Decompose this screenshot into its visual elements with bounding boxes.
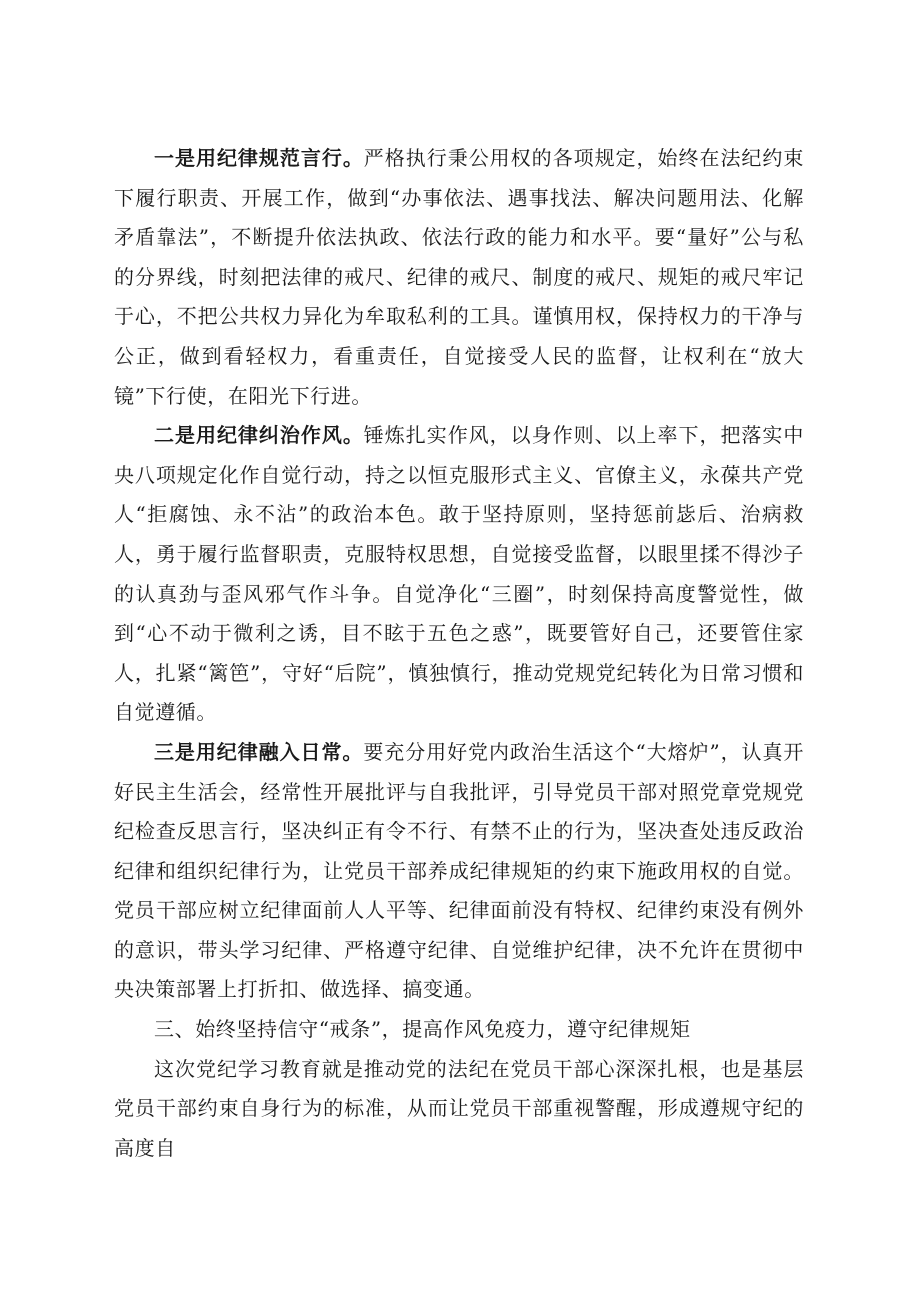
paragraph-text: 锤炼扎实作风，以身作则、以上率下，把落实中央八项规定化作自觉行动，持之以恒克服形式主义、官僚主义，永葆共产党人“拒腐蚀、永不沾”的政治本色。敢于坚持原则，坚持惩前毖后、治病救人，勇于履行监督职责，克服特权思想，自觉接受监督，以眼里揉不得沙子的认真劲与歪风邪气作斗争。自觉净化“三圈”，时刻保持高度警觉性，做到“心不动于微利之诱，目不眩于五色之惑”，既要管好自己，还要管住家人，扎紧“篱笆”，守好“后院”，慎独慎行，推动党规党纪转化为日常习惯和自觉遵循。 xyxy=(114,423,804,725)
paragraph-discipline-style xyxy=(114,416,804,733)
paragraph-text: 严格执行秉公用权的各项规定，始终在法纪约束下履行职责、开展工作，做到“办事依法、遇事找法、解决问题用法、化解矛盾靠法”，不断提升依法执政、依法行政的能力和水平。要“量好”公与私的分界线，时刻把法律的戒尺、纪律的戒尺、制度的戒尺、规矩的戒尺牢记于心，不把公共权力异化为牟取私利的工具。谨慎用权，保持权力的干净与公正，做到看轻权力，看重责任，自觉接受人民的监督，让权利在“放大镜”下行使，在阳光下行进。 xyxy=(114,146,804,408)
closing-paragraph: 这次党纪学习教育就是推动党的法纪在党员干部心深深扎根，也是基层党员干部约束自身行为的标准，从而让党员干部重视警醒，形成遵规守纪的高度自 xyxy=(114,1056,804,1160)
section-heading: 三、始终坚持信守“戒条”，提高作风免疫力，遵守纪律规矩 xyxy=(154,1017,691,1042)
paragraph-lead: 三是用纪律融入日常。 xyxy=(154,739,364,764)
paragraph-discipline-conduct xyxy=(114,139,804,416)
paragraph-discipline-daily xyxy=(114,733,804,1010)
paragraph-lead: 二是用纪律纠治作风。 xyxy=(154,423,364,448)
document-body xyxy=(114,139,804,1168)
paragraph-text: 要充分用好党内政治生活这个“大熔炉”，认真开好民主生活会，经常性开展批评与自我批评，引导党员干部对照党章党规党纪检查反思言行，坚决纠正有令不行、有禁不止的行为，坚决查处违反政治纪律和组织纪律行为，让党员干部养成纪律规矩的约束下施政用权的自觉。党员干部应树立纪律面前人人平等、纪律面前没有特权、纪律约束没有例外的意识，带头学习纪律、严格遵守纪律、自觉维护纪律，决不允许在贯彻中央决策部署上打折扣、做选择、搞变通。 xyxy=(114,739,804,1002)
paragraph-lead: 一是用纪律规范言行。 xyxy=(154,146,364,170)
